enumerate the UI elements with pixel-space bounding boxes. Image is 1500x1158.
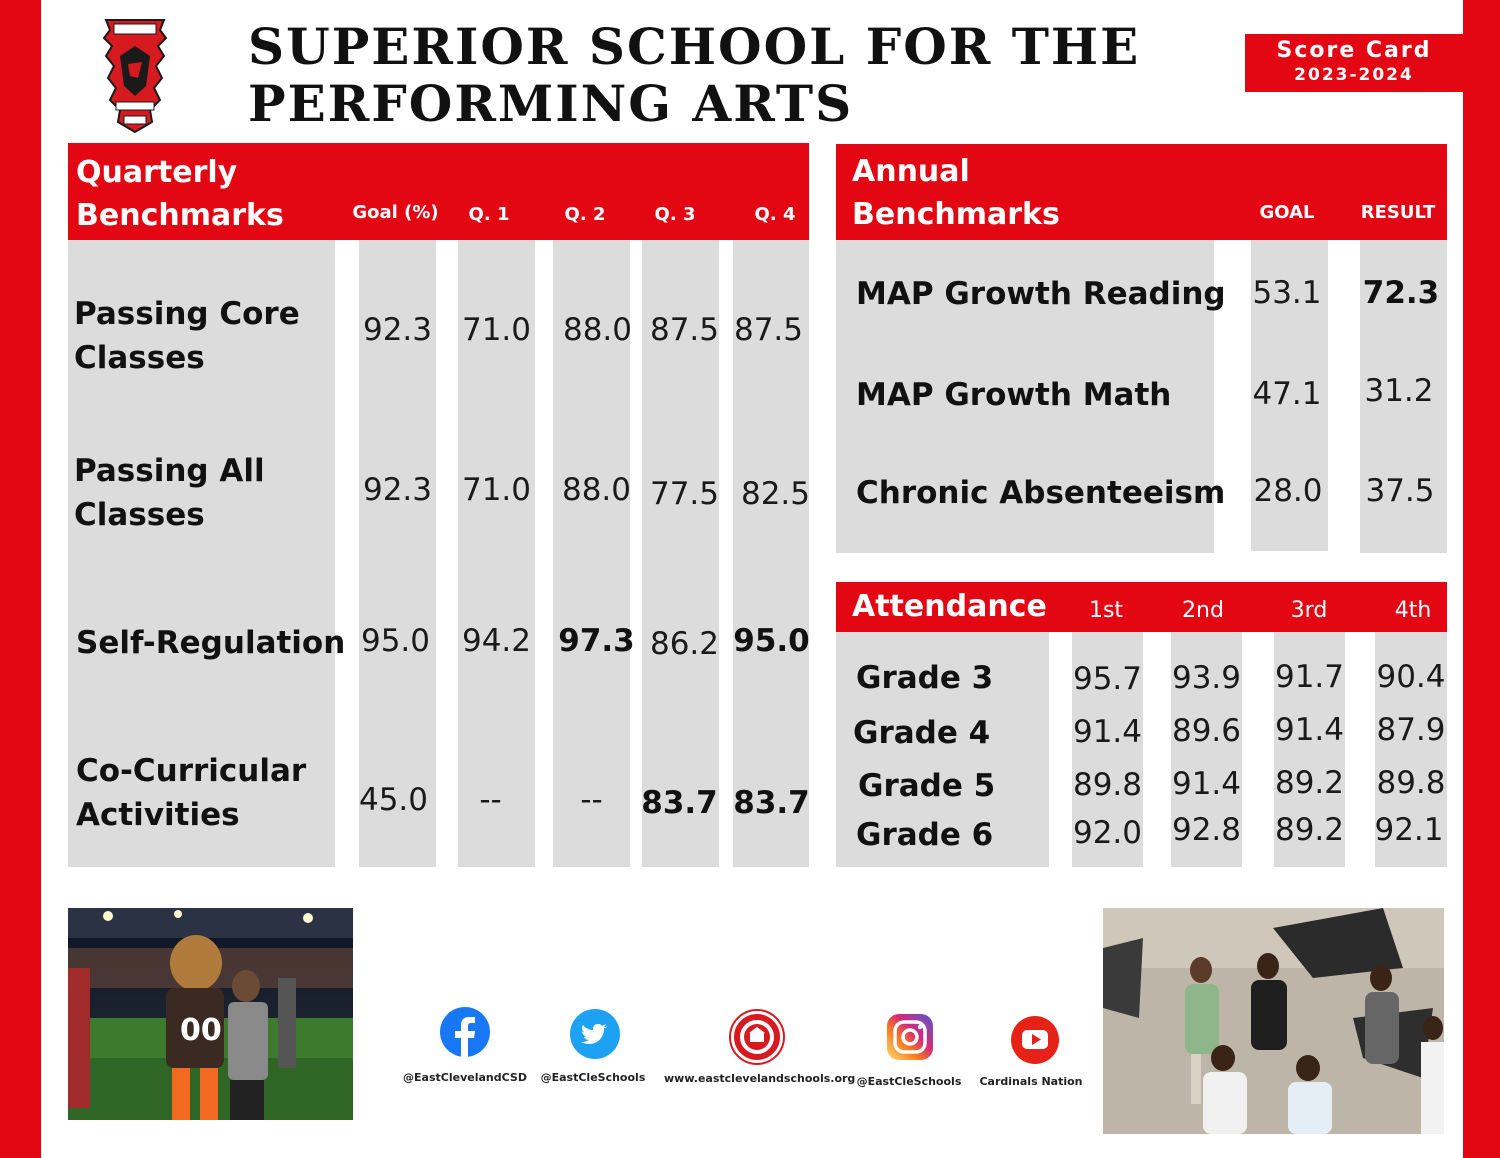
annual-title-line-1: Annual [852,154,970,189]
attendance-value: 89.8 [1376,765,1446,801]
attendance-col-4th: 4th [1394,598,1432,623]
row-label-line: Self-Regulation [76,625,346,661]
scorecard-badge [1245,34,1463,92]
annual-result-value: 31.2 [1364,373,1434,409]
quarterly-value: -- [479,782,502,818]
attendance-row-label: Grade 3 [856,660,994,696]
row-label-line: Passing Core [74,296,300,332]
title-line-2: PERFORMING ARTS [248,74,854,133]
quarterly-row-passing-core-label [74,292,300,380]
quarterly-value: 45.0 [358,782,429,818]
school-crest-logo [100,16,170,134]
quarterly-col-q4: Q. 4 [754,204,796,225]
quarterly-col-goal: Goal (%) [352,202,439,223]
annual-result-value: 37.5 [1365,473,1435,509]
annual-row-label: Chronic Absenteeism [856,475,1226,511]
quarterly-value: 94.2 [461,623,532,659]
quarterly-value: 87.5 [733,312,804,348]
quarterly-title [76,151,284,237]
attendance-title: Attendance [852,589,1047,624]
attendance-row-label: Grade 6 [856,817,994,853]
youtube-channel[interactable]: Cardinals Nation [979,1075,1083,1088]
row-label-line: Classes [74,497,205,533]
annual-title-line-2: Benchmarks [852,197,1060,232]
youtube-link[interactable] [1011,1016,1059,1064]
quarterly-col-q1: Q. 1 [468,204,510,225]
twitter-handle[interactable]: @EastCleSchools [540,1071,646,1084]
facebook-handle[interactable]: @EastClevelandCSD [403,1071,527,1084]
scorecard-label: Score Card [1276,38,1432,63]
annual-goal-value: 47.1 [1252,376,1322,412]
twitter-icon [570,1009,620,1059]
attendance-value: 93.9 [1171,660,1242,696]
quarterly-col-q3: Q. 3 [654,204,696,225]
row-label-line: Co-Curricular [76,753,307,789]
district-website-url[interactable]: www.eastclevelandschools.org [664,1072,856,1085]
annual-row-label: MAP Growth Reading [856,276,1226,312]
quarterly-value: 87.5 [649,312,720,348]
annual-col-goal: GOAL [1259,202,1315,223]
quarterly-value: 95.0 [360,623,431,659]
scorecard-year: 2023-2024 [1294,65,1414,85]
page-title [248,18,1148,132]
attendance-value: 89.2 [1274,765,1345,801]
annual-row-label: MAP Growth Math [856,377,1172,413]
quarterly-value: 86.2 [649,626,720,662]
left-red-border [0,0,41,1158]
quarterly-value: -- [580,782,603,818]
attendance-col-2nd: 2nd [1182,598,1224,623]
quarterly-value: 77.5 [649,476,720,512]
youtube-icon [1011,1016,1059,1064]
attendance-value: 91.4 [1171,766,1242,802]
quarterly-value: 92.3 [362,472,433,508]
annual-title [852,150,1060,236]
quarterly-value: 71.0 [461,312,532,348]
quarterly-title-line-1: Quarterly [76,155,238,190]
quarterly-value: 88.0 [562,312,633,348]
attendance-value: 87.9 [1376,712,1446,748]
attendance-value: 91.4 [1274,712,1345,748]
quarterly-value: 83.7 [641,785,718,821]
svg-text:00: 00 [180,1013,222,1048]
title-line-1: SUPERIOR SCHOOL FOR THE [248,17,1141,76]
facebook-link[interactable] [440,1007,490,1057]
dancers-photo [1103,908,1444,1134]
right-red-border [1463,0,1500,1158]
attendance-value: 92.1 [1374,812,1444,848]
attendance-row-label: Grade 4 [853,715,991,751]
quarterly-value: 82.5 [740,476,811,512]
quarterly-col-q2: Q. 2 [564,204,606,225]
quarterly-value: 95.0 [733,623,810,659]
attendance-row-label: Grade 5 [858,768,996,804]
quarterly-value: 88.0 [561,472,632,508]
attendance-col-3rd: 3rd [1290,598,1328,623]
district-seal-icon [729,1009,785,1065]
attendance-value: 90.4 [1376,659,1446,695]
attendance-value: 89.2 [1274,812,1345,848]
attendance-value: 89.8 [1072,767,1143,803]
row-label-line: Classes [74,340,205,376]
attendance-value: 91.4 [1072,714,1143,750]
twitter-link[interactable] [570,1009,620,1059]
attendance-value: 92.0 [1072,815,1143,851]
quarterly-row-self-regulation-label [76,621,345,665]
facebook-icon [440,1007,490,1057]
instagram-link[interactable] [886,1013,934,1061]
attendance-value: 89.6 [1171,713,1242,749]
attendance-value: 92.8 [1171,812,1242,848]
attendance-col-1st: 1st [1088,598,1124,623]
quarterly-row-co-curricular-label [76,749,306,837]
annual-result-value: 72.3 [1362,275,1440,311]
quarterly-value: 97.3 [558,623,635,659]
mascot-stadium-photo [68,908,353,1120]
row-label-line: Activities [76,797,240,833]
quarterly-value: 83.7 [733,785,810,821]
quarterly-title-line-2: Benchmarks [76,198,284,233]
quarterly-value: 92.3 [362,312,433,348]
annual-col-result: RESULT [1360,202,1436,223]
attendance-value: 95.7 [1072,661,1143,697]
instagram-icon [886,1013,934,1061]
quarterly-row-passing-all-label [74,449,265,537]
attendance-value: 91.7 [1274,659,1345,695]
annual-goal-value: 53.1 [1252,275,1322,311]
quarterly-value: 71.0 [461,472,532,508]
district-website-link[interactable] [729,1009,785,1065]
annual-goal-value: 28.0 [1253,473,1323,509]
row-label-line: Passing All [74,453,265,489]
instagram-handle[interactable]: @EastCleSchools [856,1075,962,1088]
